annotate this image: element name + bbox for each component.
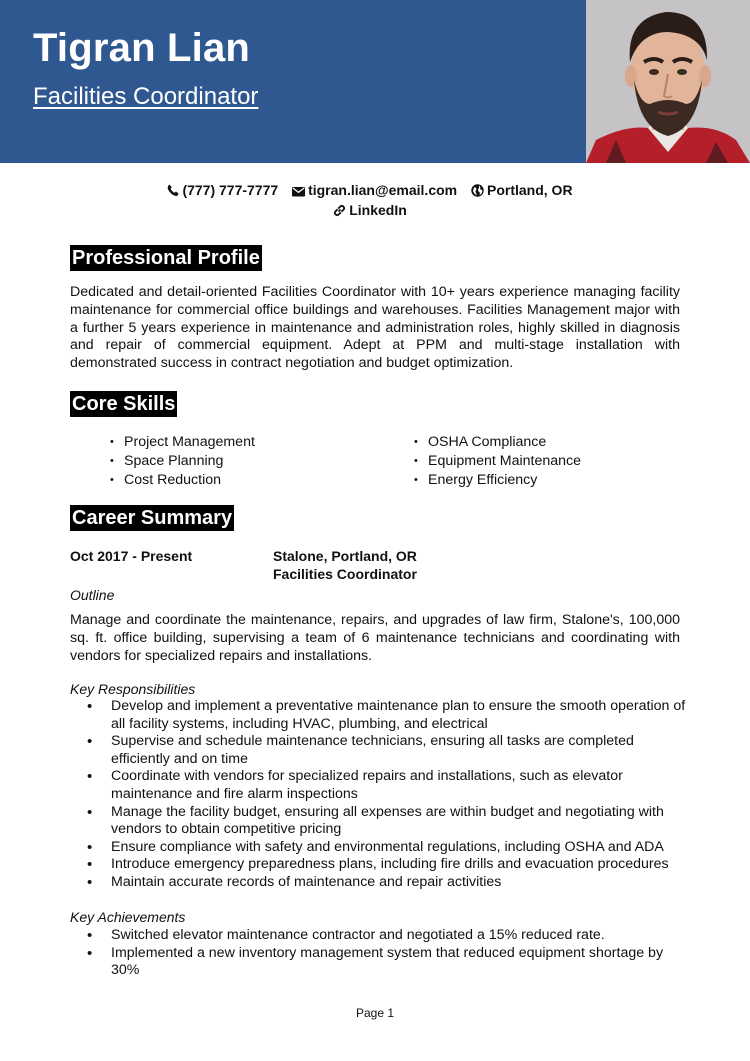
list-item: • Maintain accurate records of maintenance and repair activities [70,874,690,892]
skill-item: • Space Planning [110,452,255,471]
phone-text: (777) 777-7777 [182,182,279,198]
candidate-role: Facilities Coordinator [33,83,259,110]
profile-text: Dedicated and detail-oriented Facilities Coordinator with 10+ years experience managing facility maintenance for commercial office buildings and warehouses. Facilities Management major with a further 5 years experience in maintenance and administration roles, highly skilled in diagnosis and repair of commercial equipment. Adept at PPM and multi-stage installation with demonstrated success in contract negotiation and budget optimization. [70,284,680,372]
list-item: • Develop and implement a preventative maintenance plan to ensure the smooth operation of all facility systems, including HVAC, plumbing, and electrical [70,698,690,733]
contact-phone[interactable] [167,182,278,200]
contact-location [471,182,573,200]
job-company: Stalone, Portland, OR [273,548,417,564]
section-title-skills: Core Skills [72,393,176,415]
section-title-career: Career Summary [72,507,233,529]
achievements-label: Key Achievements [70,909,186,925]
skills-list-right [414,433,581,490]
contact-info [0,182,740,200]
list-item: • Implemented a new inventory management system that reduced equipment shortage by 30% [70,945,690,980]
outline-label: Outline [70,587,115,603]
skill-item: • Project Management [110,433,255,452]
profile-photo [586,0,750,163]
job-title: Facilities Coordinator [273,566,417,582]
skill-item: • OSHA Compliance [414,433,581,452]
list-item: • Supervise and schedule maintenance technicians, ensuring all tasks are completed efficiently and on time [70,733,690,768]
linkedin-text: LinkedIn [349,202,407,218]
contact-info-links [0,202,740,220]
email-text: tigran.lian@email.com [308,182,458,198]
location-text: Portland, OR [487,182,573,198]
header-banner [0,0,586,163]
job-dates: Oct 2017 - Present [70,548,193,564]
skill-item: • Cost Reduction [110,471,255,490]
list-item: • Ensure compliance with safety and environmental regulations, including OSHA and ADA [70,839,690,857]
section-title-profile: Professional Profile [72,247,260,269]
achievements-list [70,927,690,980]
email-icon [292,184,305,200]
contact-email[interactable] [292,182,457,200]
globe-icon [471,184,484,200]
link-icon [333,204,346,220]
responsibilities-label: Key Responsibilities [70,681,196,697]
skill-item: • Equipment Maintenance [414,452,581,471]
list-item: • Introduce emergency preparedness plans, including fire drills and evacuation procedures [70,856,690,874]
list-item: • Manage the facility budget, ensuring all expenses are within budget and negotiating with vendors to obtain competitive pricing [70,804,690,839]
skills-list-left [110,433,255,490]
job-outline: Manage and coordinate the maintenance, repairs, and upgrades of law firm, Stalone's, 100,000 sq. ft. office building, supervising a team of 6 maintenance technicians and coordinating with vendors for specialized repairs and installations. [70,612,680,664]
page-number: Page 1 [355,1006,395,1020]
contact-linkedin[interactable] [333,202,407,220]
candidate-name: Tigran Lian [33,26,251,70]
list-item: • Switched elevator maintenance contractor and negotiated a 15% reduced rate. [70,927,690,945]
responsibilities-list [70,698,690,892]
list-item: • Coordinate with vendors for specialized repairs and installations, such as elevator maintenance and fire alarm inspections [70,768,690,803]
phone-icon [167,184,179,200]
skill-item: • Energy Efficiency [414,471,581,490]
